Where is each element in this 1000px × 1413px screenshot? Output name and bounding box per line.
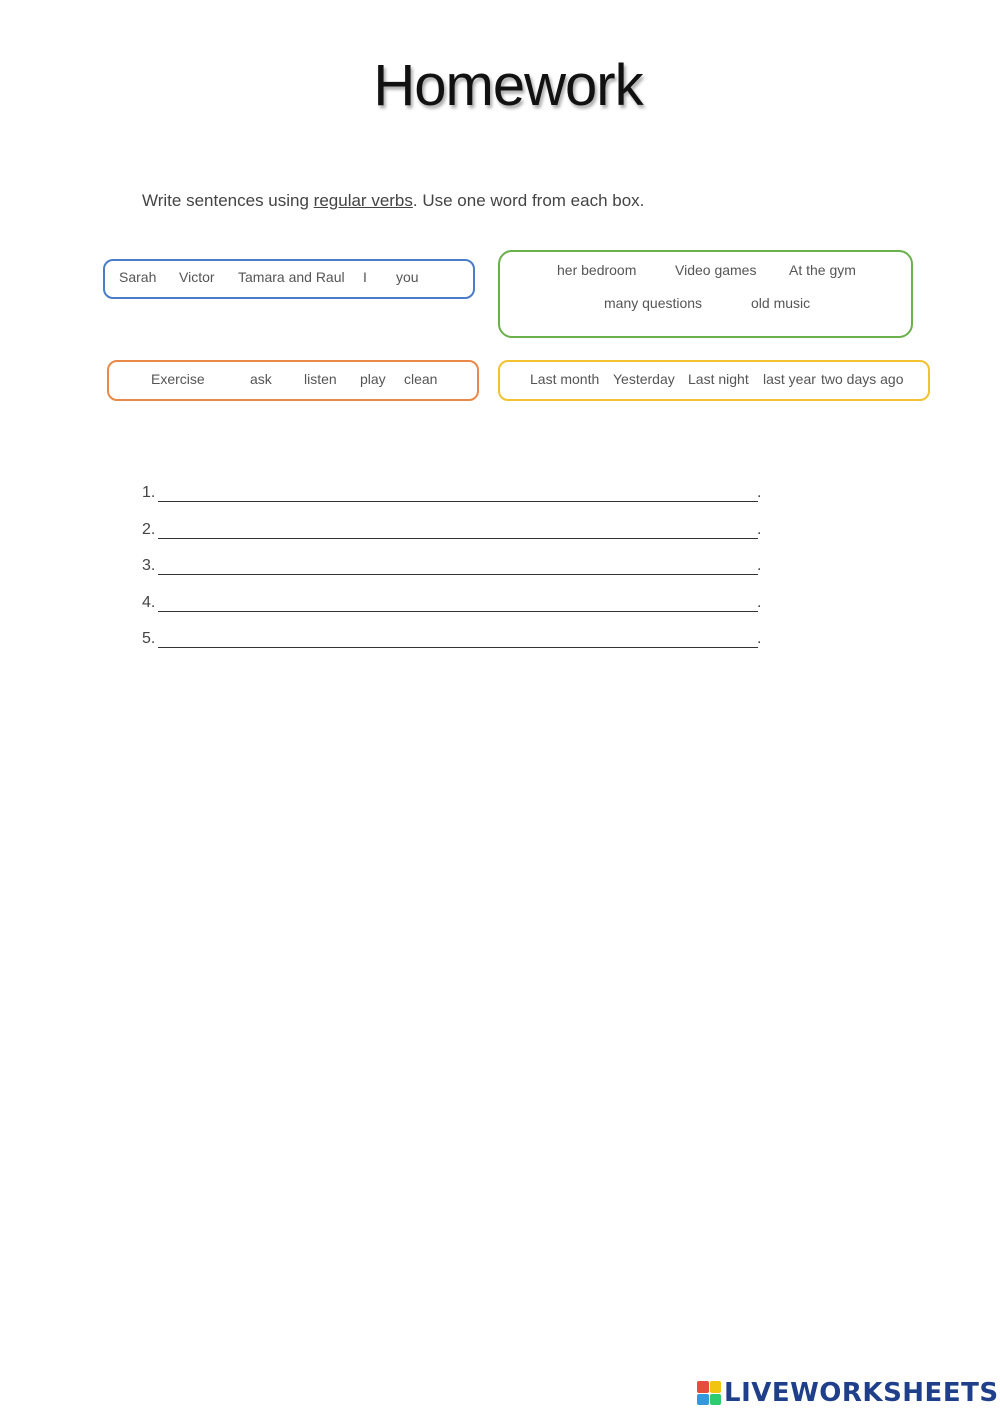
answer-number: 1. bbox=[142, 484, 156, 501]
liveworksheets-logo-icon bbox=[697, 1381, 721, 1405]
word-time: Last month bbox=[530, 371, 600, 387]
answer-number: 5. bbox=[142, 630, 156, 647]
verbs-word-box bbox=[107, 360, 479, 401]
footer-brand: LIVEWORKSHEETS bbox=[724, 1378, 999, 1408]
time-word-box bbox=[498, 360, 930, 401]
answer-period: . bbox=[757, 520, 762, 538]
word-verb: play bbox=[360, 371, 386, 387]
word-verb: ask bbox=[250, 371, 272, 387]
word-subject: Tamara and Raul bbox=[238, 269, 345, 285]
subjects-word-box bbox=[103, 259, 475, 299]
answer-period: . bbox=[757, 557, 762, 574]
word-subject: Victor bbox=[179, 269, 215, 285]
word-object: At the gym bbox=[789, 262, 856, 278]
instructions-text-start: Write sentences using bbox=[142, 191, 314, 210]
answer-number: 2. bbox=[142, 520, 156, 538]
answer-rule[interactable] bbox=[158, 538, 758, 539]
instructions bbox=[142, 191, 644, 211]
word-time: Last night bbox=[688, 371, 749, 387]
word-object: many questions bbox=[604, 295, 703, 311]
word-object: old music bbox=[751, 295, 811, 311]
answer-period: . bbox=[757, 630, 762, 647]
word-verb: Exercise bbox=[151, 371, 205, 387]
answer-rule[interactable] bbox=[158, 611, 758, 612]
word-subject: Sarah bbox=[119, 269, 157, 285]
answer-period: . bbox=[757, 593, 762, 611]
word-subject: I bbox=[363, 269, 367, 285]
answer-number: 4. bbox=[142, 593, 156, 611]
answer-rule[interactable] bbox=[158, 501, 758, 502]
instructions-underlined: regular verbs bbox=[313, 191, 413, 210]
liveworksheets-logo bbox=[697, 1378, 999, 1408]
word-object: her bedroom bbox=[557, 262, 637, 278]
word-time: last year bbox=[763, 371, 816, 387]
instructions-text-end: . Use one word from each box. bbox=[412, 191, 645, 210]
answer-rule[interactable] bbox=[158, 574, 758, 575]
word-subject: you bbox=[396, 269, 419, 285]
answer-rule[interactable] bbox=[158, 647, 758, 648]
word-time: two days ago bbox=[821, 371, 904, 387]
answer-period: . bbox=[757, 484, 762, 501]
word-verb: clean bbox=[404, 371, 438, 387]
objects-word-box bbox=[498, 250, 913, 338]
word-time: Yesterday bbox=[613, 371, 675, 387]
word-object: Video games bbox=[675, 262, 757, 278]
answer-number: 3. bbox=[142, 557, 156, 574]
page-title: Homework bbox=[373, 53, 643, 118]
word-verb: listen bbox=[304, 371, 337, 387]
